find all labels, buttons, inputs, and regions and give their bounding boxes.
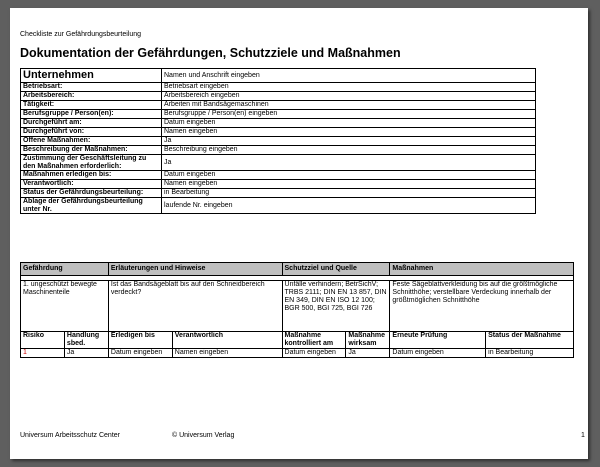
subheader-erneute-pruefung: Erneute Prüfung	[390, 332, 486, 349]
info-value-zustimmung[interactable]: Ja	[162, 155, 536, 171]
info-label-offene-massnahmen: Offene Maßnahmen:	[21, 137, 162, 146]
info-label-berufsgruppe: Berufsgruppe / Person(en):	[21, 110, 162, 119]
info-value-erledigen-bis[interactable]: Datum eingeben	[162, 171, 536, 180]
info-label-arbeitsbereich: Arbeitsbereich:	[21, 92, 162, 101]
hazard-table	[20, 262, 574, 358]
header-massnahmen: Maßnahmen	[390, 263, 574, 276]
subheader-handlungsbed: Handlung sbed.	[64, 332, 108, 349]
info-label-durchgefuehrt-von: Durchgeführt von:	[21, 128, 162, 137]
info-value-status[interactable]: in Bearbeitung	[162, 189, 536, 198]
subheader-risiko: Risiko	[21, 332, 65, 349]
header-gefaehrdung: Gefährdung	[21, 263, 109, 276]
info-label-erledigen-bis: Maßnahmen erledigen bis:	[21, 171, 162, 180]
company-info-table	[20, 68, 536, 214]
info-value-durchgefuehrt-am[interactable]: Datum eingeben	[162, 119, 536, 128]
subheader-verantwortlich: Verantwortlich	[172, 332, 282, 349]
subheader-kontrolliert-am: Maßnahme kontrolliert am	[282, 332, 346, 349]
info-value-betriebsart[interactable]: Betriebsart eingeben	[162, 83, 536, 92]
info-label-unternehmen: Unternehmen	[21, 69, 162, 83]
info-value-arbeitsbereich[interactable]: Arbeitsbereich eingeben	[162, 92, 536, 101]
info-value-verantwortlich[interactable]: Namen eingeben	[162, 180, 536, 189]
subheader-status: Status der Maßnahme	[486, 332, 574, 349]
value-erledigen-bis[interactable]: Datum eingeben	[108, 349, 172, 358]
info-value-offene-massnahmen[interactable]: Ja	[162, 137, 536, 146]
value-kontrolliert-am[interactable]: Datum eingeben	[282, 349, 346, 358]
info-label-zustimmung: Zustimmung der Geschäftsleitung zu den Maßnahmen erforderlich:	[21, 155, 162, 171]
info-value-taetigkeit[interactable]: Arbeiten mit Bandsägemaschinen	[162, 101, 536, 110]
document-subtitle: Checkliste zur Gefährdungsbeurteilung	[20, 31, 142, 38]
value-wirksam[interactable]: Ja	[346, 349, 390, 358]
info-label-betriebsart: Betriebsart:	[21, 83, 162, 92]
footer-center: © Universum Verlag	[172, 432, 235, 439]
value-handlungsbed[interactable]: Ja	[64, 349, 108, 358]
info-value-berufsgruppe[interactable]: Berufsgruppe / Person(en) eingeben	[162, 110, 536, 119]
header-erlaeuterungen: Erläuterungen und Hinweise	[108, 263, 282, 276]
footer-left: Universum Arbeitsschutz Center	[20, 432, 120, 439]
hazard-gefaehrdung: 1. ungeschützt bewegte Maschinenteile	[21, 281, 109, 332]
hazard-erlaeuterung: Ist das Bandsägeblatt bis auf den Schneidbereich verdeckt?	[108, 281, 282, 332]
value-verantwortlich[interactable]: Namen eingeben	[172, 349, 282, 358]
footer-page-number: 1	[581, 432, 585, 439]
hazard-massnahmen: Feste Sägeblattverkleidung bis auf die größtmögliche Schnitthöhe; verstellbare Verdeckung innerhalb der größtmöglichen Schnitthöhe	[390, 281, 574, 332]
subheader-erledigen-bis: Erledigen bis	[108, 332, 172, 349]
info-value-unternehmen[interactable]: Namen und Anschrift eingeben	[162, 69, 536, 83]
subheader-wirksam: Maßnahme wirksam	[346, 332, 390, 349]
info-label-durchgefuehrt-am: Durchgeführt am:	[21, 119, 162, 128]
value-erneute-pruefung[interactable]: Datum eingeben	[390, 349, 486, 358]
info-value-durchgefuehrt-von[interactable]: Namen eingeben	[162, 128, 536, 137]
info-label-beschreibung: Beschreibung der Maßnahmen:	[21, 146, 162, 155]
info-label-ablage: Ablage der Gefährdungsbeurteilung unter Nr.	[21, 198, 162, 214]
document-title: Dokumentation der Gefährdungen, Schutzziele und Maßnahmen	[20, 46, 401, 60]
hazard-schutzziel: Unfälle verhindern; BetrSichV; TRBS 2111; DIN EN 13 857, DIN EN 349, DIN EN ISO 12 100; BGR 500, BGI 725, BGI 726	[282, 281, 390, 332]
value-status[interactable]: in Bearbeitung	[486, 349, 574, 358]
info-label-status: Status der Gefährdungsbeurteilung:	[21, 189, 162, 198]
info-label-taetigkeit: Tätigkeit:	[21, 101, 162, 110]
info-value-beschreibung[interactable]: Beschreibung eingeben	[162, 146, 536, 155]
info-label-verantwortlich: Verantwortlich:	[21, 180, 162, 189]
value-risiko[interactable]: 1	[21, 349, 65, 358]
info-value-ablage[interactable]: laufende Nr. eingeben	[162, 198, 536, 214]
header-schutzziel: Schutzziel und Quelle	[282, 263, 390, 276]
